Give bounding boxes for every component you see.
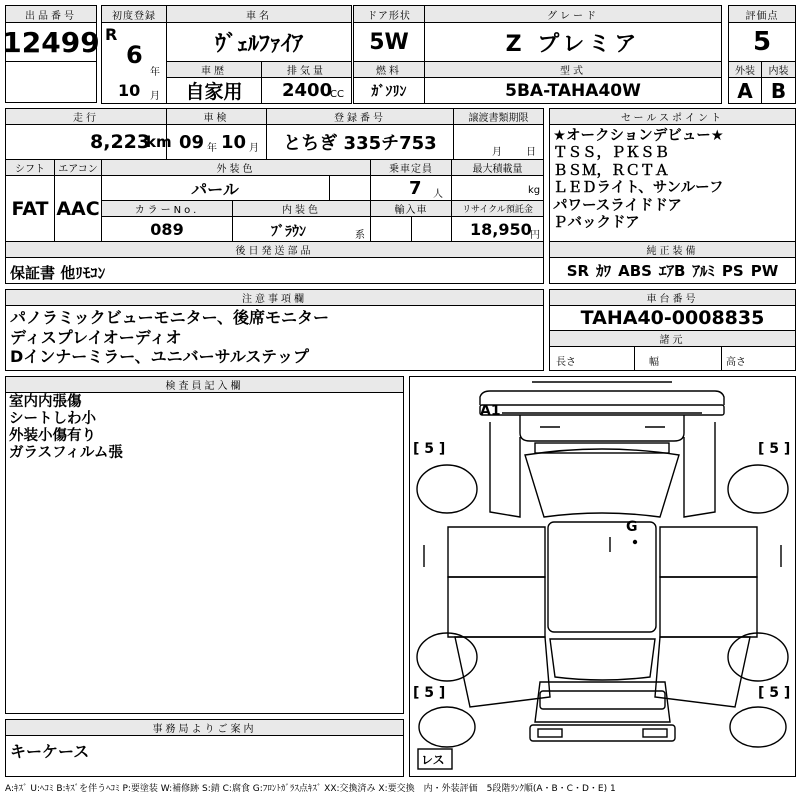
car-diagram (409, 376, 796, 777)
transfer-day-unit: 日 (526, 147, 536, 158)
door-type: 5W (369, 29, 409, 55)
model-label: 型式 (424, 61, 722, 78)
plate-label: 登録番号 (266, 108, 454, 125)
transfer-month-unit: 月 (492, 147, 502, 158)
transfer-deadline-label: 譲渡書類期限 (453, 108, 544, 125)
interior-color: ﾌﾞﾗｳﾝ (271, 224, 306, 240)
spare-tire-status: レス (421, 753, 445, 767)
car-name: ｳﾞｪﾙﾌｧｲｱ (214, 31, 303, 57)
year-unit: 年 (150, 67, 160, 78)
sales-points-label: セールスポイント (549, 108, 796, 125)
lower-left-wheel (419, 707, 475, 747)
plate-number: とちぎ 335チ753 (283, 133, 437, 154)
legend: A:ｷｽﾞ U:ﾍｺﾐ B:ｷｽﾞを伴うﾍｺﾐ P:要塗装 W:補修跡 S:錆 C:腐食 G:ﾌﾛﾝﾄｶﾞﾗｽ点ｷｽﾞ XX:交換済み X:要交換 内・外装評価 5段階ﾗﾝｸ順(A・B・C・D・E) 1 (5, 784, 616, 794)
load-unit: kg (528, 185, 541, 196)
inspector-line: 外装小傷有り (9, 427, 96, 444)
mileage: 8,223 (90, 131, 151, 153)
recycle-unit: 円 (530, 230, 540, 241)
color-number: 089 (150, 219, 184, 239)
equipment-item: ｴｱB (658, 262, 686, 280)
cc-unit: CC (330, 89, 344, 100)
recycle-deposit: 18,950 (470, 220, 532, 239)
equipment-label: 純正装備 (549, 241, 796, 258)
equipment-item: ABS (618, 261, 652, 280)
tailgate (535, 682, 670, 722)
sales-point-line: ＢＳＭ，ＲＣＴＡ (553, 162, 669, 179)
lot-number: 12499 (2, 25, 100, 59)
width-label: 幅 (649, 357, 659, 368)
exterior-grade: A (737, 78, 753, 103)
roof (548, 522, 656, 632)
sales-point-line: ★オークションデビュー★ (553, 128, 724, 144)
month-unit: 月 (150, 91, 160, 102)
door-type-label: ドア形状 (353, 5, 425, 23)
exterior-color: パール (191, 179, 239, 199)
capacity-unit: 人 (433, 189, 443, 200)
front-left-door (448, 527, 545, 577)
rear-right-quarter (655, 637, 750, 707)
fuel: ｶﾞｿﾘﾝ (371, 83, 407, 100)
inspection-month: 10 (221, 132, 247, 153)
inspector-line: 室内内張傷 (9, 394, 82, 410)
sales-points-box (549, 124, 796, 242)
sales-point-line: ＴＳＳ，ＰＫＳＢ (553, 145, 669, 162)
notes-label: 注意事項欄 (5, 289, 544, 306)
inspection-year-unit: 年 (207, 143, 217, 154)
equipment-item: ｱﾙﾐ (692, 262, 715, 280)
interior-grade-label: 内装 (761, 61, 796, 78)
history-label: 車歴 (166, 61, 262, 78)
equipment-item: PW (750, 261, 779, 280)
first-registration-box (101, 22, 167, 104)
rear-light-left (538, 729, 562, 737)
aircon-label: エアコン (54, 159, 102, 176)
office-label: 事務局よりご案内 (5, 719, 404, 736)
era-mark: R (105, 25, 118, 44)
tire-rear-left-score: [ 5 ] (413, 685, 446, 701)
hood (520, 415, 684, 441)
inspector-label: 検査員記入欄 (5, 376, 404, 393)
front-right-wheel (728, 465, 788, 513)
first-registration-label: 初度登録 (101, 5, 167, 23)
mark-a1: A1 (480, 403, 501, 419)
car-diagram-svg (410, 377, 795, 776)
mileage-label: 走行 (5, 108, 167, 125)
fuel-label: 燃料 (353, 61, 425, 78)
tire-front-left-score: [ 5 ] (413, 441, 446, 457)
equipment-item: ｶﾜ (596, 262, 612, 280)
rear-bumper (530, 725, 675, 741)
equipment-item: PS (721, 261, 744, 280)
chassis-label: 車台番号 (549, 289, 796, 306)
roof-mark (634, 541, 637, 544)
inspector-line: ガラスフィルム張 (9, 444, 123, 461)
rear-left-door (448, 577, 545, 637)
score: 5 (752, 27, 772, 57)
car-name-label: 車名 (166, 5, 352, 23)
grade-label: グレード (424, 5, 722, 23)
aircon-type: AAC (56, 197, 100, 220)
front-right-fender (684, 422, 715, 517)
tire-front-right-score: [ 5 ] (758, 441, 791, 457)
model-code: 5BA-TAHA40W (505, 80, 641, 101)
inspection-year: 09 (179, 132, 205, 153)
mark-g: G (626, 519, 638, 535)
recycle-deposit-label: リサイクル預託金 (451, 200, 544, 217)
tire-rear-right-score: [ 5 ] (758, 685, 791, 701)
rear-glass (550, 639, 655, 680)
interior-color-unit: 系 (355, 230, 365, 241)
history: 自家用 (185, 81, 243, 103)
note-line: パノラミックビューモニター、後席モニター (10, 308, 330, 327)
notes-box (5, 305, 544, 371)
registration-year: 6 (126, 41, 143, 69)
inspection-label: 車検 (166, 108, 267, 125)
license-area (540, 691, 665, 709)
rear-left-wheel (417, 633, 477, 681)
capacity: 7 (409, 178, 422, 199)
later-parts: 保証書 他ﾘﾓｺﾝ (10, 264, 106, 282)
exterior-grade-label: 外装 (728, 61, 762, 78)
front-left-fender (490, 422, 520, 517)
rear-right-wheel (728, 633, 788, 681)
side-marks (424, 545, 781, 567)
note-line: Dインナーミラー、ユニバーサルステップ (10, 347, 310, 367)
front-left-wheel (417, 465, 477, 513)
sales-point-line: パワースライドドア (553, 197, 682, 214)
sales-point-line: ＬＥＤライト、サンルーフ (553, 180, 724, 197)
import-label: 輸入車 (370, 200, 452, 217)
rear-left-quarter (455, 637, 550, 707)
displacement-label: 排気量 (261, 61, 352, 78)
height-label: 高さ (726, 357, 746, 368)
inspector-line: シートしわ小 (9, 410, 96, 427)
capacity-label: 乗車定員 (370, 159, 452, 176)
equipment-list (550, 258, 795, 283)
lower-right-wheel (730, 707, 786, 747)
sales-points-list (553, 128, 724, 232)
registration-month: 10 (118, 81, 141, 100)
exterior-color-label: 外装色 (101, 159, 371, 176)
length-label: 長さ (556, 357, 576, 368)
inspector-box (5, 392, 404, 714)
interior-color-label: 内装色 (232, 200, 371, 217)
shift-type: FAT (11, 197, 49, 220)
shift-label: シフト (5, 159, 55, 176)
front-bumper (480, 391, 724, 405)
lot-number-label: 出品番号 (5, 5, 97, 23)
inspection-month-unit: 月 (249, 143, 259, 154)
displacement: 2400 (282, 80, 333, 101)
windshield (525, 449, 679, 517)
score-label: 評価点 (728, 5, 796, 23)
color-number-label: カラーNo. (101, 200, 233, 217)
max-load-label: 最大積載量 (451, 159, 544, 176)
grade: Z プレミア (505, 31, 641, 57)
later-parts-label: 後日発送部品 (5, 241, 544, 258)
sales-point-line: Ｐバックドア (553, 214, 640, 231)
office-note: キーケース (10, 742, 90, 761)
rear-right-door (660, 577, 757, 637)
front-right-door (660, 527, 757, 577)
note-line: ディスプレイオーディオ (10, 327, 182, 347)
km-unit: km (146, 133, 172, 151)
dimensions-label: 諸元 (549, 330, 796, 347)
lot-number-blank (5, 61, 97, 103)
chassis-number: TAHA40-0008835 (580, 307, 765, 329)
rear-light-right (643, 729, 667, 737)
equipment-item: SR (566, 261, 590, 280)
interior-grade: B (770, 78, 787, 103)
